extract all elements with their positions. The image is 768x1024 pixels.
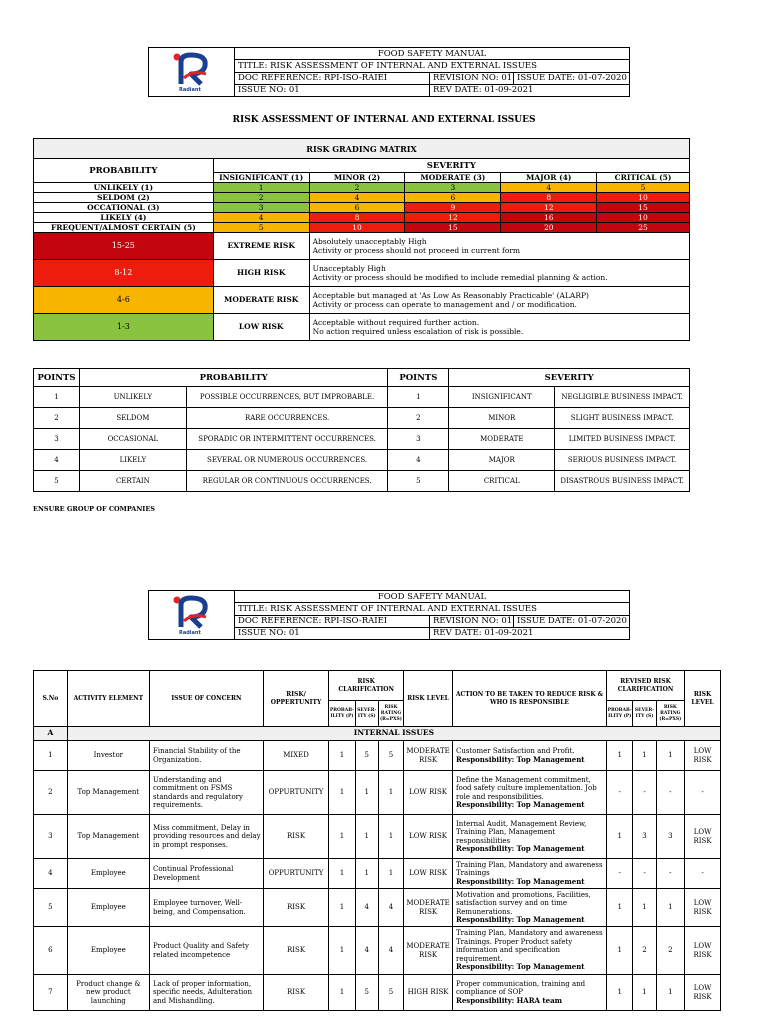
table-row xyxy=(34,859,721,889)
matrix-cell: 12 xyxy=(501,203,597,213)
matrix-cell: 4 xyxy=(213,213,309,223)
cell: 2 xyxy=(388,408,449,429)
legend-row xyxy=(34,233,690,260)
matrix-row xyxy=(34,193,690,203)
table-row xyxy=(34,771,721,815)
cell: DISASTROUS BUSINESS IMPACT. xyxy=(555,471,690,492)
matrix-cell: 4 xyxy=(501,183,597,193)
radiant-logo-icon xyxy=(173,52,211,88)
cell-type: OPPURTUNITY xyxy=(263,771,328,815)
cell: UNLIKELY xyxy=(79,387,186,408)
legend-row xyxy=(34,314,690,341)
legend-label: HIGH RISK xyxy=(213,260,309,287)
cell-activity: Employee xyxy=(67,927,149,975)
cell-issue: Miss commitment, Delay in providing resources and delay in prompt responses. xyxy=(149,815,263,859)
doc-title-row: TITLE: RISK ASSESSMENT OF INTERNAL AND EXTERNAL ISSUES xyxy=(235,60,629,72)
doc-header xyxy=(148,590,630,640)
cell-rlevel: LOW RISK xyxy=(685,927,721,975)
prob-label: LIKELY (4) xyxy=(34,213,214,223)
matrix-cell: 5 xyxy=(213,223,309,233)
cell: 4 xyxy=(388,450,449,471)
issue-no: ISSUE NO: 01 xyxy=(238,85,300,96)
cell-p: 1 xyxy=(329,975,355,1011)
legend-range: 4-6 xyxy=(34,287,214,314)
cell-action: Customer Satisfaction and Profit. Responsibility: Top Management xyxy=(453,741,607,771)
cell-rs: - xyxy=(633,859,656,889)
col-sno: S.No xyxy=(34,671,68,727)
col-revised-level: RISK LEVEL xyxy=(685,671,721,727)
table-row xyxy=(34,450,690,471)
col-issue: ISSUE OF CONCERN xyxy=(149,671,263,727)
cell-rp: 1 xyxy=(606,975,632,1011)
footer-note: ENSURE GROUP OF COMPANIES xyxy=(33,505,155,513)
col-activity: ACTIVITY ELEMENT xyxy=(67,671,149,727)
legend-label: MODERATE RISK xyxy=(213,287,309,314)
cell-rs: 2 xyxy=(633,927,656,975)
cell-r: 5 xyxy=(378,975,403,1011)
cell: 5 xyxy=(34,471,80,492)
cell-r: 5 xyxy=(378,741,403,771)
risk-register-table xyxy=(33,670,721,1011)
revision-no: REVISION NO: 01 xyxy=(429,616,513,627)
cell-sno: 7 xyxy=(34,975,68,1011)
cell: SERIOUS BUSINESS IMPACT. xyxy=(555,450,690,471)
col-rating: RISK RATING (R=PXS) xyxy=(378,701,403,727)
cell-s: 1 xyxy=(355,771,378,815)
legend-label: EXTREME RISK xyxy=(213,233,309,260)
cell-r: 1 xyxy=(378,771,403,815)
cell-sno: 1 xyxy=(34,741,68,771)
cell: 5 xyxy=(388,471,449,492)
matrix-cell: 8 xyxy=(501,193,597,203)
cell-activity: Employee xyxy=(67,889,149,927)
cell-activity: Top Management xyxy=(67,771,149,815)
cell: NEGLIGIBLE BUSINESS IMPACT. xyxy=(555,387,690,408)
risk-grading-matrix xyxy=(33,138,690,341)
cell-type: MIXED xyxy=(263,741,328,771)
section-row xyxy=(34,727,721,741)
doc-reference: DOC REFERENCE: RPI-ISO-RAIEI xyxy=(238,616,388,627)
cell-rp: - xyxy=(606,771,632,815)
cell: MINOR xyxy=(449,408,555,429)
doc-title-row: TITLE: RISK ASSESSMENT OF INTERNAL AND EXTERNAL ISSUES xyxy=(235,603,629,615)
matrix-cell: 8 xyxy=(309,213,405,223)
cell-level: HIGH RISK xyxy=(404,975,453,1011)
cell-rp: - xyxy=(606,859,632,889)
cell: 3 xyxy=(388,429,449,450)
cell: SEVERAL OR NUMEROUS OCCURRENCES. xyxy=(186,450,388,471)
cell-issue: Financial Stability of the Organization. xyxy=(149,741,263,771)
table-row xyxy=(34,471,690,492)
doc-reference: DOC REFERENCE: RPI-ISO-RAIEI xyxy=(238,73,388,84)
cell-action: Training Plan, Mandatory and awareness Trainings Responsibility: Top Management xyxy=(453,859,607,889)
issue-date: ISSUE DATE: 01-07-2020 xyxy=(513,616,629,627)
cell-action: Define the Management commitment, food safety culture implementation. Job role and responsibilities. Responsibility: Top Management xyxy=(453,771,607,815)
cell-rlevel: - xyxy=(685,859,721,889)
cell: 2 xyxy=(34,408,80,429)
legend-description: Acceptable but managed at 'As Low As Reasonably Practicable' (ALARP) Activity or process can operate to management and / or modification. xyxy=(309,287,689,314)
legend-range: 15-25 xyxy=(34,233,214,260)
points-header: POINTS xyxy=(34,369,80,387)
col-revised-severity: SEVER-ITY (S) xyxy=(633,701,656,727)
cell-r: 4 xyxy=(378,927,403,975)
cell: CRITICAL xyxy=(449,471,555,492)
matrix-cell: 20 xyxy=(501,223,597,233)
legend-description: Unacceptably High Activity or process should be modified to include remedial planning & action. xyxy=(309,260,689,287)
cell-activity: Top Management xyxy=(67,815,149,859)
cell-rp: 1 xyxy=(606,889,632,927)
legend-row xyxy=(34,260,690,287)
cell-r: 1 xyxy=(378,859,403,889)
matrix-row xyxy=(34,203,690,213)
matrix-cell: 1 xyxy=(213,183,309,193)
cell: 4 xyxy=(34,450,80,471)
probability-header: PROBABILITY xyxy=(79,369,387,387)
doc-header xyxy=(148,47,630,97)
table-row xyxy=(34,408,690,429)
cell-rr: 3 xyxy=(656,815,684,859)
col-risk-opp: RISK/ OPPERTUNITY xyxy=(263,671,328,727)
matrix-cell: 10 xyxy=(597,193,690,203)
cell-s: 4 xyxy=(355,927,378,975)
probability-header: PROBABILITY xyxy=(34,159,214,183)
cell: SLIGHT BUSINESS IMPACT. xyxy=(555,408,690,429)
matrix-cell: 2 xyxy=(309,183,405,193)
col-risk-clarification: RISK CLARIFICATION xyxy=(329,671,404,701)
cell: LIMITED BUSINESS IMPACT. xyxy=(555,429,690,450)
cell-rr: - xyxy=(656,771,684,815)
cell-type: RISK xyxy=(263,889,328,927)
matrix-title: RISK GRADING MATRIX xyxy=(34,139,690,159)
cell-sno: 3 xyxy=(34,815,68,859)
cell-p: 1 xyxy=(329,889,355,927)
cell-sno: 5 xyxy=(34,889,68,927)
sev-col: MODERATE (3) xyxy=(405,173,501,183)
cell-issue: Product Quality and Safety related incompetence xyxy=(149,927,263,975)
matrix-cell: 6 xyxy=(309,203,405,213)
section-letter: A xyxy=(34,727,68,741)
col-risk-level: RISK LEVEL xyxy=(404,671,453,727)
legend-description: Acceptable without required further action. No action required unless escalation of risk is possible. xyxy=(309,314,689,341)
radiant-logo-icon xyxy=(173,595,211,631)
cell-action: Motivation and promotions, Facilities, satisfaction survey and on time Remunerations. Responsibility: Top Management xyxy=(453,889,607,927)
company-logo xyxy=(149,591,235,639)
cell: RARE OCCURRENCES. xyxy=(186,408,388,429)
cell-rp: 1 xyxy=(606,815,632,859)
col-severity: SEVER-ITY (S) xyxy=(355,701,378,727)
cell-p: 1 xyxy=(329,927,355,975)
cell-rs: 1 xyxy=(633,741,656,771)
table-row xyxy=(34,815,721,859)
legend-range: 8-12 xyxy=(34,260,214,287)
cell-rr: 1 xyxy=(656,975,684,1011)
matrix-cell: 15 xyxy=(405,223,501,233)
cell-s: 5 xyxy=(355,975,378,1011)
cell-rp: 1 xyxy=(606,741,632,771)
revision-no: REVISION NO: 01 xyxy=(429,73,513,84)
severity-header: SEVERITY xyxy=(449,369,690,387)
cell: POSSIBLE OCCURRENCES, BUT IMPROBABLE. xyxy=(186,387,388,408)
cell: INSIGNIFICANT xyxy=(449,387,555,408)
table-row xyxy=(34,387,690,408)
col-revised-rating: RISK RATING (R=PXS) xyxy=(656,701,684,727)
sev-col: INSIGNIFICANT (1) xyxy=(213,173,309,183)
col-revised-probability: PROBAB-ILITY (P) xyxy=(606,701,632,727)
matrix-cell: 3 xyxy=(213,203,309,213)
rev-date: REV DATE: 01-09-2021 xyxy=(429,85,629,96)
cell-rr: 1 xyxy=(656,889,684,927)
matrix-cell: 9 xyxy=(405,203,501,213)
matrix-cell: 2 xyxy=(213,193,309,203)
cell-activity: Employee xyxy=(67,859,149,889)
table-row xyxy=(34,889,721,927)
legend-description: Absolutely unacceptably High Activity or process should not proceed in current form xyxy=(309,233,689,260)
prob-label: OCCATIONAL (3) xyxy=(34,203,214,213)
cell: REGULAR OR CONTINUOUS OCCURRENCES. xyxy=(186,471,388,492)
cell: SPORADIC OR INTERMITTENT OCCURRENCES. xyxy=(186,429,388,450)
cell-activity: Investor xyxy=(67,741,149,771)
cell-rs: - xyxy=(633,771,656,815)
cell-type: OPPURTUNITY xyxy=(263,859,328,889)
cell-s: 5 xyxy=(355,741,378,771)
cell-rlevel: - xyxy=(685,771,721,815)
page-title: RISK ASSESSMENT OF INTERNAL AND EXTERNAL ISSUES xyxy=(232,115,536,125)
prob-label: UNLIKELY (1) xyxy=(34,183,214,193)
matrix-row xyxy=(34,183,690,193)
col-probability: PROBAB-ILITY (P) xyxy=(329,701,355,727)
sev-col: MAJOR (4) xyxy=(501,173,597,183)
matrix-cell: 10 xyxy=(597,213,690,223)
cell-rs: 1 xyxy=(633,975,656,1011)
table-row xyxy=(34,741,721,771)
cell-action: Proper communication, training and compliance of SOP Responsibility: HARA team xyxy=(453,975,607,1011)
cell-issue: Employee turnover, Well-being, and Compensation. xyxy=(149,889,263,927)
manual-title: FOOD SAFETY MANUAL xyxy=(235,48,629,60)
cell-rlevel: LOW RISK xyxy=(685,975,721,1011)
cell-rr: 1 xyxy=(656,741,684,771)
cell-rlevel: LOW RISK xyxy=(685,889,721,927)
matrix-cell: 16 xyxy=(501,213,597,223)
matrix-row xyxy=(34,223,690,233)
cell-rr: 2 xyxy=(656,927,684,975)
matrix-cell: 6 xyxy=(405,193,501,203)
matrix-cell: 3 xyxy=(405,183,501,193)
cell: 3 xyxy=(34,429,80,450)
cell-action: Training Plan, Mandatory and awareness Trainings. Proper Product safety information and specification requirement. Responsibility: Top Management xyxy=(453,927,607,975)
table-row xyxy=(34,927,721,975)
cell: MAJOR xyxy=(449,450,555,471)
cell-rp: 1 xyxy=(606,927,632,975)
col-action: ACTION TO BE TAKEN TO REDUCE RISK & WHO IS RESPONSIBLE xyxy=(453,671,607,727)
cell-level: LOW RISK xyxy=(404,771,453,815)
legend-row xyxy=(34,287,690,314)
points-header: POINTS xyxy=(388,369,449,387)
cell-level: LOW RISK xyxy=(404,859,453,889)
sev-col: CRITICAL (5) xyxy=(597,173,690,183)
manual-title: FOOD SAFETY MANUAL xyxy=(235,591,629,603)
matrix-cell: 4 xyxy=(309,193,405,203)
cell: CERTAIN xyxy=(79,471,186,492)
table-row xyxy=(34,429,690,450)
cell: 1 xyxy=(34,387,80,408)
cell-issue: Lack of proper information, specific needs, Adulteration and Mishandling. xyxy=(149,975,263,1011)
cell-action: Internal Audit, Management Review, Training Plan, Management responsibilities Responsibility: Top Management xyxy=(453,815,607,859)
sev-col: MINOR (2) xyxy=(309,173,405,183)
cell-level: MODERATE RISK xyxy=(404,889,453,927)
cell-type: RISK xyxy=(263,927,328,975)
cell-sno: 6 xyxy=(34,927,68,975)
cell-type: RISK xyxy=(263,815,328,859)
cell: MODERATE xyxy=(449,429,555,450)
logo-text: Radiant xyxy=(179,87,201,93)
cell-s: 4 xyxy=(355,889,378,927)
cell: OCCASIONAL xyxy=(79,429,186,450)
prob-label: FREQUENT/ALMOST CERTAIN (5) xyxy=(34,223,214,233)
cell-p: 1 xyxy=(329,741,355,771)
cell-issue: Continual Professional Development xyxy=(149,859,263,889)
cell-p: 1 xyxy=(329,771,355,815)
cell-activity: Product change & new product launching xyxy=(67,975,149,1011)
cell-rlevel: LOW RISK xyxy=(685,741,721,771)
issue-no: ISSUE NO: 01 xyxy=(238,628,300,639)
legend-label: LOW RISK xyxy=(213,314,309,341)
issue-date: ISSUE DATE: 01-07-2020 xyxy=(513,73,629,84)
cell: LIKELY xyxy=(79,450,186,471)
matrix-cell: 10 xyxy=(309,223,405,233)
matrix-cell: 15 xyxy=(597,203,690,213)
cell-rs: 1 xyxy=(633,889,656,927)
cell-p: 1 xyxy=(329,815,355,859)
cell-type: RISK xyxy=(263,975,328,1011)
cell: 1 xyxy=(388,387,449,408)
cell-s: 1 xyxy=(355,815,378,859)
company-logo xyxy=(149,48,235,96)
matrix-row xyxy=(34,213,690,223)
cell-r: 4 xyxy=(378,889,403,927)
cell-rr: - xyxy=(656,859,684,889)
severity-header: SEVERITY xyxy=(213,159,689,173)
cell-p: 1 xyxy=(329,859,355,889)
legend-range: 1-3 xyxy=(34,314,214,341)
cell-level: LOW RISK xyxy=(404,815,453,859)
cell: SELDOM xyxy=(79,408,186,429)
cell-r: 1 xyxy=(378,815,403,859)
matrix-cell: 12 xyxy=(405,213,501,223)
matrix-cell: 25 xyxy=(597,223,690,233)
cell-issue: Understanding and commitment on FSMS standards and regulatory requirements. xyxy=(149,771,263,815)
cell-level: MODERATE RISK xyxy=(404,927,453,975)
col-revised-clarification: REVISED RISK CLARIFICATION xyxy=(606,671,684,701)
points-table xyxy=(33,368,690,492)
cell-s: 1 xyxy=(355,859,378,889)
cell-rlevel: LOW RISK xyxy=(685,815,721,859)
prob-label: SELDOM (2) xyxy=(34,193,214,203)
section-title: INTERNAL ISSUES xyxy=(67,727,720,741)
cell-sno: 2 xyxy=(34,771,68,815)
logo-text: Radiant xyxy=(179,630,201,636)
matrix-cell: 5 xyxy=(597,183,690,193)
cell-rs: 3 xyxy=(633,815,656,859)
rev-date: REV DATE: 01-09-2021 xyxy=(429,628,629,639)
table-row xyxy=(34,975,721,1011)
cell-level: MODERATE RISK xyxy=(404,741,453,771)
cell-sno: 4 xyxy=(34,859,68,889)
